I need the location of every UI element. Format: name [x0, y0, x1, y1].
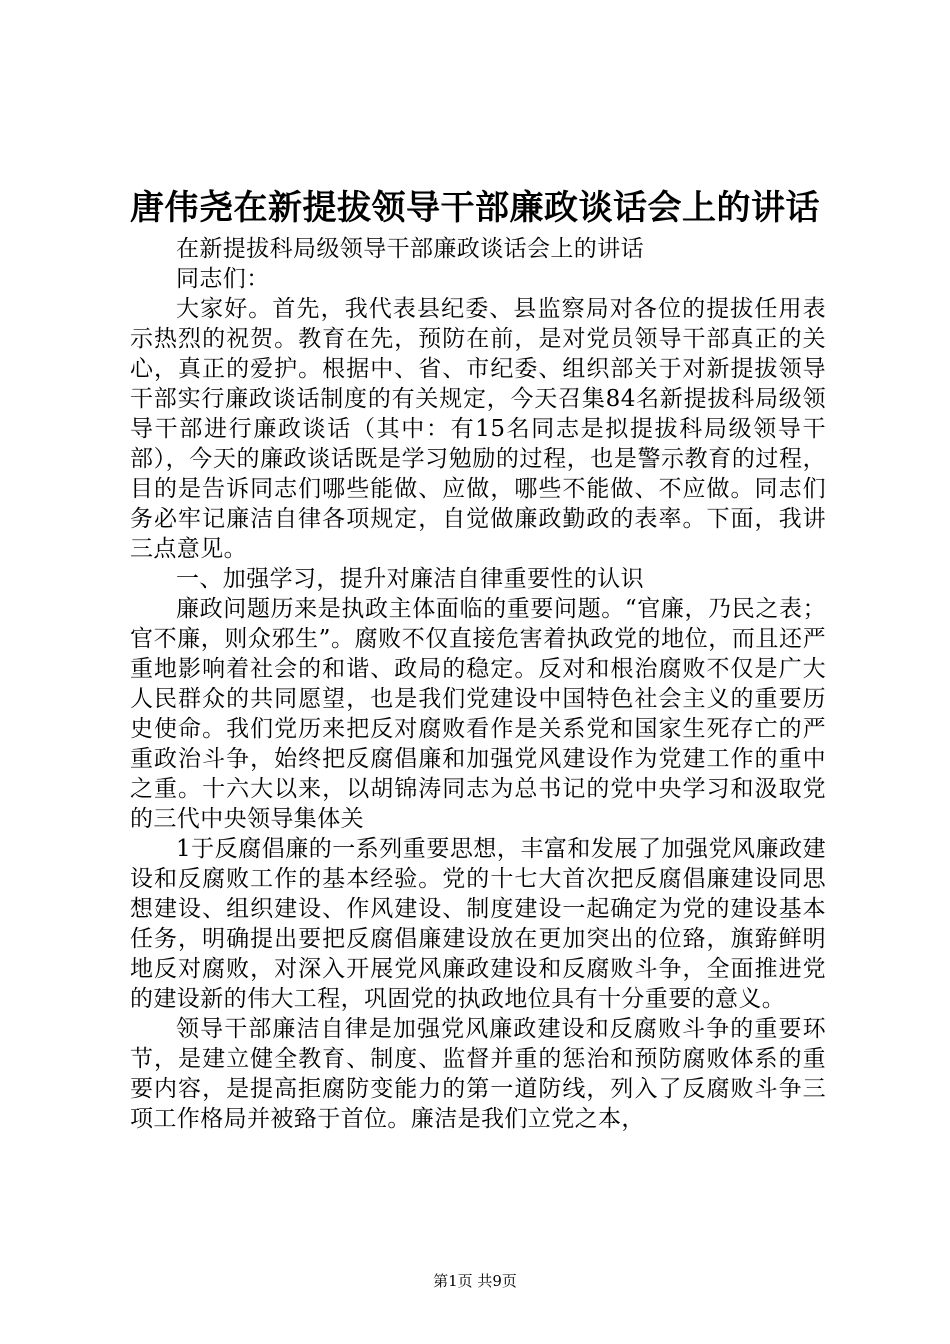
- document-body: [130, 234, 826, 1134]
- body-paragraph: 领导干部廉洁自律是加强党风廉政建设和反腐败斗争的重要环节，是建立健全教育、制度、监督并重的惩治和预防腐败体系的重要内容，是提高拒腐防变能力的第一道防线，列入了反腐败斗争三项工作格局并被臵于首位。廉洁是我们立党之本，: [130, 1016, 826, 1132]
- subtitle-paragraph: 在新提拔科局级领导干部廉政谈话会上的讲话: [176, 236, 644, 262]
- body-paragraph: 廉政问题历来是执政主体面临的重要问题。“官廉，乃民之表；官不廉，则众邪生”。腐败不仅直接危害着执政党的地位，而且还严重地影响着社会的和谐、政局的稳定。反对和根治腐败不仅是广大人民群众的共同愿望，也是我们党建设中国特色社会主义的重要历史使命。我们党历来把反对腐败看作是关系党和国家生死存亡的严重政治斗争，始终把反腐倡廉和加强党风建设作为党建工作的重中之重。十六大以来，以胡锦涛同志为总书记的党中央学习和汲取党的三代中央领导集体关: [130, 596, 826, 832]
- document-title: 唐伟尧在新提拔领导干部廉政谈话会上的讲话: [130, 188, 820, 228]
- page-number-footer: 第1页 共9页: [433, 1272, 517, 1290]
- body-paragraph: 1于反腐倡廉的一系列重要思想，丰富和发展了加强党风廉政建设和反腐败工作的基本经验。党的十七大首次把反腐倡廉建设同思想建设、组织建设、作风建设、制度建设一起确定为党的建设基本任务，明确提出要把反腐倡廉建设放在更加突出的位臵，旗臶鲜明地反对腐败，对深入开展党风廉政建设和反腐败斗争，全面推进党的建设新的伟大工程，巩固党的执政地位具有十分重要的意义。: [130, 836, 826, 1012]
- salutation-paragraph: 同志们：: [176, 266, 270, 292]
- body-paragraph: 大家好。首先，我代表县纪委、县监察局对各位的提拔任用表示热烈的祝贺。教育在先，预防在前，是对党员领导干部真正的关心，真正的爱护。根据中、省、市纪委、组织部关于对新提拔领导干部实行廉政谈话制度的有关规定，今天召集84名新提拔科局级领导干部进行廉政谈话（其中：有15名同志是拟提拔科局级领导干部），今天的廉政谈话既是学习勉励的过程，也是警示教育的过程，目的是告诉同志们哪些能做、应做，哪些不能做、不应做。同志们务必牢记廉洁自律各项规定，自觉做廉政勤政的表率。下面，我讲三点意见。: [130, 296, 826, 562]
- section-heading: 一、加强学习，提升对廉洁自律重要性的认识: [176, 566, 644, 592]
